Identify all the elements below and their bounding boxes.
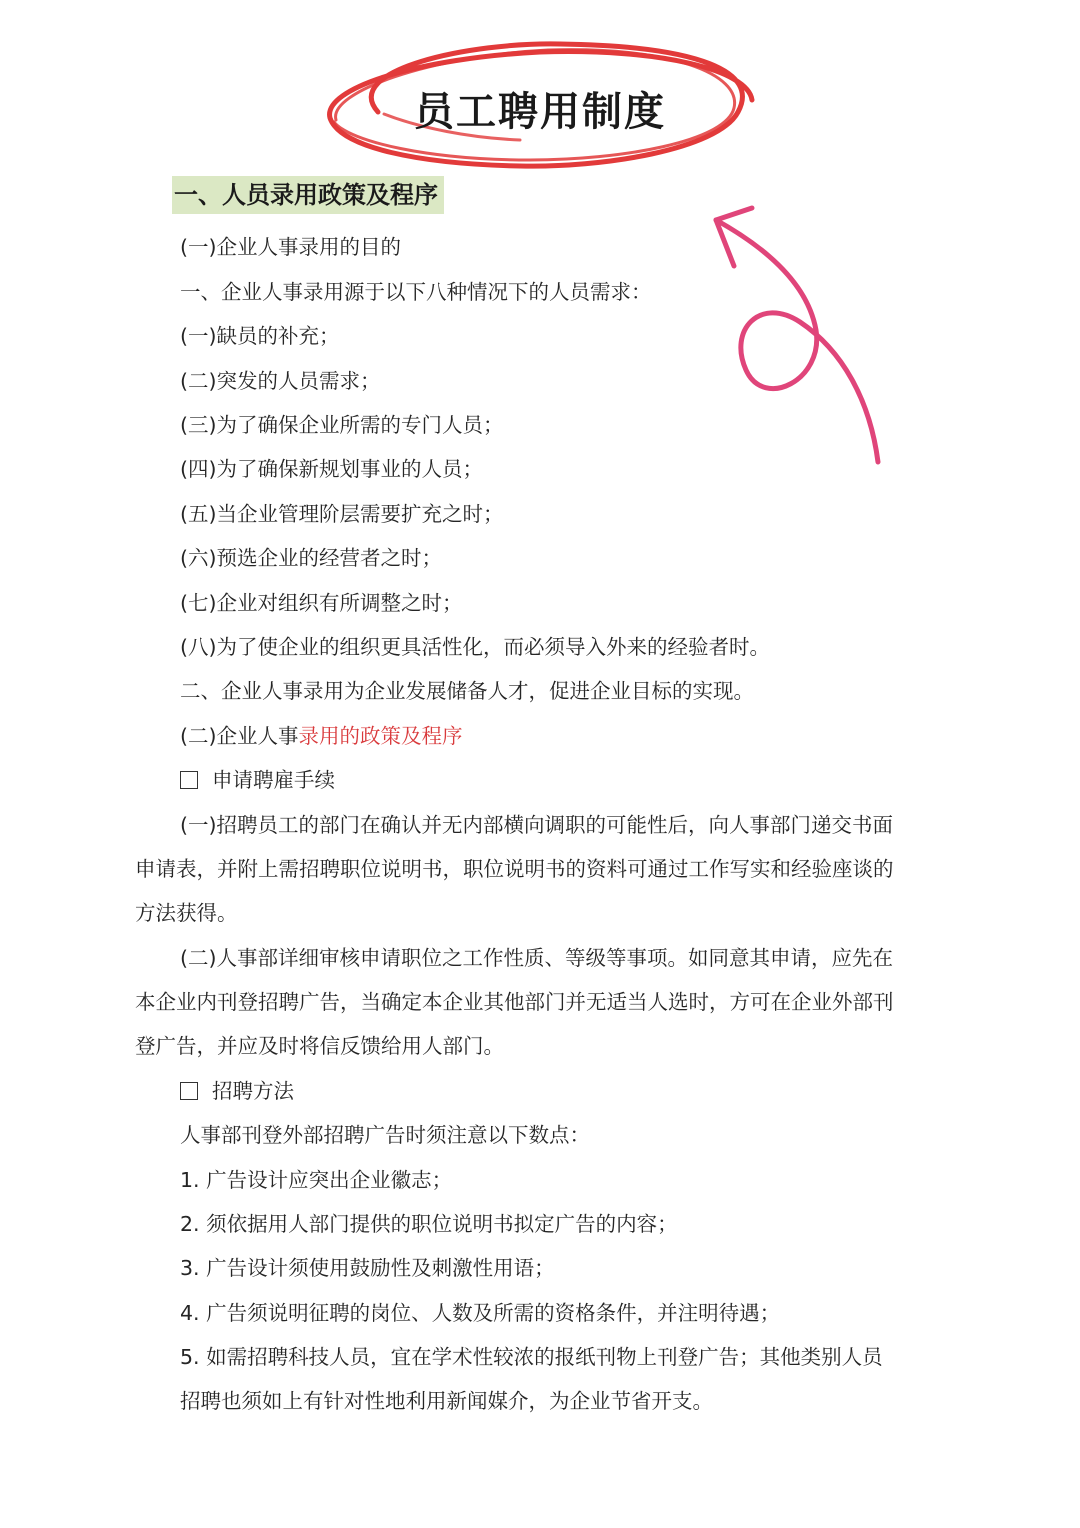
page-title: 员工聘用制度 xyxy=(414,89,666,135)
recruit-method-item xyxy=(180,1076,294,1106)
policy-line-highlight: 录用的政策及程序 xyxy=(298,724,463,748)
policy-line xyxy=(180,721,463,751)
application-procedure-item xyxy=(180,765,335,795)
list-item: (一)缺员的补充； xyxy=(180,324,340,348)
policy-line-prefix: (二)企业人事 xyxy=(180,724,299,748)
paragraph-line: (二)人事部详细审核申请职位之工作性质、等级等事项。如同意其申请，应先在 xyxy=(180,946,893,970)
list-item: (三)为了确保企业所需的专门人员； xyxy=(180,413,504,437)
list-item: (六)预选企业的经营者之时； xyxy=(180,546,442,570)
list-item: (八)为了使企业的组织更具活性化，而必须导入外来的经验者时。 xyxy=(180,635,770,659)
list-item: 二、企业人事录用为企业发展储备人才，促进企业目标的实现。 xyxy=(180,679,754,703)
method-item: 4. 广告须说明征聘的岗位、人数及所需的资格条件，并注明待遇； xyxy=(180,1301,781,1325)
paragraph-line: 本企业内刊登招聘广告，当确定本企业其他部门并无适当人选时，方可在企业外部刊 xyxy=(135,990,894,1014)
list-item: 一、企业人事录用源于以下八种情况下的人员需求： xyxy=(180,280,652,304)
checkbox-icon xyxy=(180,1082,198,1100)
application-procedure-label: 申请聘雇手续 xyxy=(212,768,335,792)
paragraph-line: 登广告，并应及时将信反馈给用人部门。 xyxy=(135,1034,504,1058)
method-item: 1. 广告设计应突出企业徽志； xyxy=(180,1168,453,1192)
list-item: (四)为了确保新规划事业的人员； xyxy=(180,457,483,481)
method-item: 3. 广告设计须使用鼓励性及刺激性用语； xyxy=(180,1256,555,1280)
list-item: (七)企业对组织有所调整之时； xyxy=(180,591,463,615)
method-item: 5. 如需招聘科技人员，宜在学术性较浓的报纸刊物上刊登广告；其他类别人员 xyxy=(180,1345,883,1369)
section-heading: 一、人员录用政策及程序 xyxy=(172,176,444,214)
checkbox-icon xyxy=(180,771,198,789)
list-item: (一)企业人事录用的目的 xyxy=(180,235,401,259)
list-item: (二)突发的人员需求； xyxy=(180,369,381,393)
method-intro: 人事部刊登外部招聘广告时须注意以下数点： xyxy=(180,1123,590,1147)
recruit-method-label: 招聘方法 xyxy=(212,1079,294,1103)
list-item: (五)当企业管理阶层需要扩充之时； xyxy=(180,502,504,526)
method-item: 招聘也须如上有针对性地利用新闻媒介，为企业节省开支。 xyxy=(180,1389,713,1413)
paragraph-line: 申请表，并附上需招聘职位说明书，职位说明书的资料可通过工作写实和经验座谈的 xyxy=(135,857,894,881)
paragraph-line: (一)招聘员工的部门在确认并无内部横向调职的可能性后，向人事部门递交书面 xyxy=(180,813,893,837)
paragraph-line: 方法获得。 xyxy=(135,901,238,925)
method-item: 2. 须依据用人部门提供的职位说明书拟定广告的内容； xyxy=(180,1212,678,1236)
